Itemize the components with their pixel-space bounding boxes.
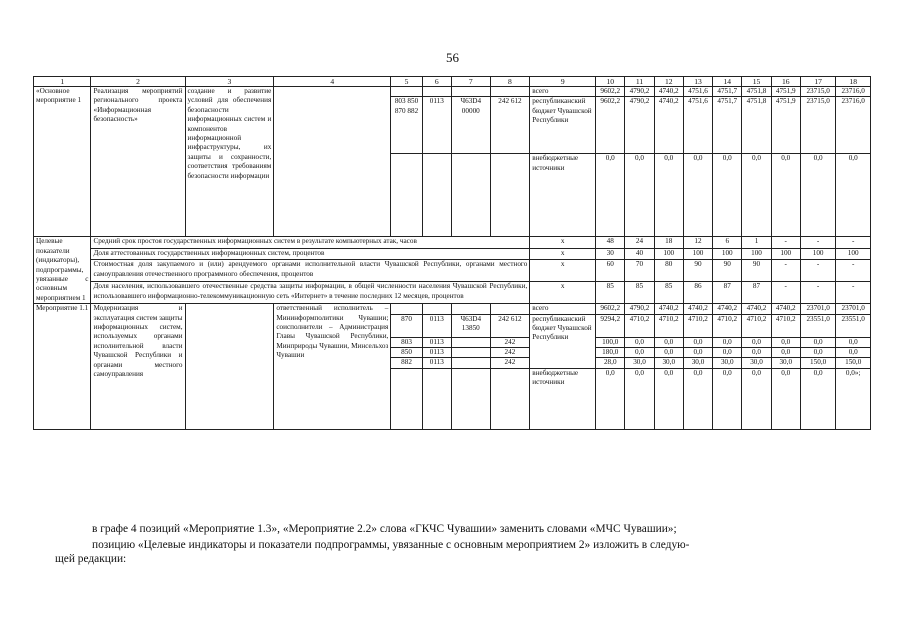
main-event-1-name: «Основное мероприятие 1 [34, 87, 91, 237]
event-1-1-sub-col11: 30,0 [625, 358, 654, 368]
event-1-1-sub-col14: 0,0 [713, 337, 742, 347]
indicator-col18: 100 [836, 248, 871, 260]
event-1-1-total-col17: 23701,0 [800, 304, 836, 314]
indicator-col17: - [800, 282, 836, 304]
event-1-1-name: Мероприятие 1.1 [34, 304, 91, 430]
main-event-1-executor [274, 87, 391, 237]
header-col-2: 2 [91, 77, 185, 87]
event-1-1-sub-grbs: 882 [391, 358, 422, 368]
main-event-1-resp-col15: 4751,8 [742, 97, 771, 154]
event-1-1-vne-col10: 0,0 [596, 368, 625, 429]
event-1-1-executor: ответственный исполнитель – Мининформполитики Чувашии; соисполнители – Администрация Главы Чувашской Республики, Минприроды Чувашии, Минсельхоз Чувашии [274, 304, 391, 430]
indicator-col15: 87 [742, 282, 771, 304]
header-col-8: 8 [490, 77, 530, 87]
indicator-text: Доля населения, использовавшего отечественные средства защиты информации, в общей численности населения Чувашской Республики, использовавшего информационно-телекоммуникационную сеть «Интернет» в течение последних 12 месяцев, процентов [91, 282, 530, 304]
event-1-1-sub-col16: 0,0 [771, 348, 800, 358]
main-event-1-vne-source: внебюджетные источники [530, 154, 596, 237]
header-col-6: 6 [422, 77, 451, 87]
indicator-x: x [530, 237, 596, 249]
indicator-col11: 70 [625, 260, 654, 282]
event-1-1-vne-col11: 0,0 [625, 368, 654, 429]
main-event-1-resp-col18: 23716,0 [836, 97, 871, 154]
main-event-1-total-col13: 4751,6 [683, 87, 712, 97]
indicator-row [34, 260, 871, 282]
main-event-1-resp-col14: 4751,7 [713, 97, 742, 154]
event-1-1-sub-col16: 30,0 [771, 358, 800, 368]
event-1-1-grbs [391, 304, 422, 314]
indicator-col18: - [836, 282, 871, 304]
indicator-col12: 18 [654, 237, 683, 249]
header-col-10: 10 [596, 77, 625, 87]
main-event-1-goal: создание и развитие условий для обеспечения безопасности информационных систем и компонентов информационной инфраструктуры, их защиты и сохранности, соответствия требованиям безопасности информации [185, 87, 274, 237]
event-1-1-vne-exptype [490, 368, 530, 429]
main-event-1-vne-grbs [391, 154, 422, 237]
header-col-3: 3 [185, 77, 274, 87]
main-event-1-section-code: 0113 [422, 97, 451, 154]
indicator-row [34, 237, 871, 249]
indicator-col16: - [771, 282, 800, 304]
header-col-1: 1 [34, 77, 91, 87]
indicator-col11: 40 [625, 248, 654, 260]
header-col-13: 13 [683, 77, 712, 87]
main-event-1-total-col12: 4740,2 [654, 87, 683, 97]
event-1-1-sub-exptype: 242 [490, 337, 530, 347]
indicator-col15: 1 [742, 237, 771, 249]
main-event-1-grbs-codes: 803 850 870 882 [391, 97, 422, 154]
event-1-1-vne-grbs [391, 368, 422, 429]
event-1-1-sub-grbs: 850 [391, 348, 422, 358]
event-1-1-sub-col18: 150,0 [836, 358, 871, 368]
main-event-1-vne-col13: 0,0 [683, 154, 712, 237]
event-1-1-total-col10: 9602,2 [596, 304, 625, 314]
event-1-1-sub-col12: 0,0 [654, 348, 683, 358]
amendment-line-1: в графе 4 позиций «Мероприятие 1.3», «Мероприятие 2.2» слова «ГКЧС Чувашии» заменить словами «МЧС Чувашии»; [92, 523, 677, 535]
indicator-col17: - [800, 237, 836, 249]
main-event-1-vne-col15: 0,0 [742, 154, 771, 237]
event-1-1-sub-target [451, 348, 490, 358]
event-1-1-total-row [34, 304, 871, 314]
main-event-1-vne-col11: 0,0 [625, 154, 654, 237]
main-event-1-resp-col12: 4740,2 [654, 97, 683, 154]
indicator-col13: 86 [683, 282, 712, 304]
event-1-1-resp-col13: 4710,2 [683, 314, 712, 337]
event-1-1-target-code: Ч63D4 13850 [451, 314, 490, 337]
indicator-col10: 85 [596, 282, 625, 304]
indicator-col13: 12 [683, 237, 712, 249]
main-event-1-exptype-codes: 242 612 [490, 97, 530, 154]
event-1-1-vne-col12: 0,0 [654, 368, 683, 429]
header-col-15: 15 [742, 77, 771, 87]
main-event-1-resp-col17: 23715,0 [800, 97, 836, 154]
event-1-1-total-col15: 4740,2 [742, 304, 771, 314]
header-row [34, 77, 871, 87]
event-1-1-sub-col11: 0,0 [625, 348, 654, 358]
event-1-1-resp-col16: 4710,2 [771, 314, 800, 337]
event-1-1-vne-source: внебюджетные источники [530, 368, 596, 429]
event-1-1-sub-col13: 30,0 [683, 358, 712, 368]
indicator-col11: 24 [625, 237, 654, 249]
main-event-1-total-col11: 4790,2 [625, 87, 654, 97]
event-1-1-resp-col11: 4710,2 [625, 314, 654, 337]
main-event-1-total-col14: 4751,7 [713, 87, 742, 97]
main-event-1-resp-col13: 4751,6 [683, 97, 712, 154]
indicator-col16: - [771, 237, 800, 249]
event-1-1-sub-col16: 0,0 [771, 337, 800, 347]
indicator-text: Средний срок простоя государственных информационных систем в результате компьютерных атак, часов [91, 237, 530, 249]
main-event-1-description: Реализация мероприятий регионального проекта «Информационная безопасность» [91, 87, 185, 237]
indicator-col14: 6 [713, 237, 742, 249]
event-1-1-resp-source: республиканский бюджет Чувашской Республики [530, 314, 596, 368]
main-event-1-vne-col10: 0,0 [596, 154, 625, 237]
indicator-col10: 48 [596, 237, 625, 249]
event-1-1-total-col18: 23701,0 [836, 304, 871, 314]
event-1-1-sub-col18: 0,0 [836, 348, 871, 358]
event-1-1-sub-col18: 0,0 [836, 337, 871, 347]
indicator-col16: 100 [771, 248, 800, 260]
event-1-1-total-col12: 4740,2 [654, 304, 683, 314]
main-event-1-vne-col16: 0,0 [771, 154, 800, 237]
indicator-x: x [530, 248, 596, 260]
header-col-18: 18 [836, 77, 871, 87]
event-1-1-resp-col14: 4710,2 [713, 314, 742, 337]
event-1-1-sub-grbs: 803 [391, 337, 422, 347]
main-event-1-vne-col18: 0,0 [836, 154, 871, 237]
event-1-1-sub-exptype: 242 [490, 358, 530, 368]
event-1-1-exptype-code: 242 612 [490, 314, 530, 337]
event-1-1-grbs-code: 870 [391, 314, 422, 337]
header-col-17: 17 [800, 77, 836, 87]
indicator-col18: - [836, 237, 871, 249]
main-event-1-vne-target [451, 154, 490, 237]
event-1-1-sub-col15: 0,0 [742, 337, 771, 347]
main-event-1-exptype [490, 87, 530, 97]
event-1-1-sub-col10: 28,0 [596, 358, 625, 368]
main-event-1-total-col18: 23716,0 [836, 87, 871, 97]
event-1-1-sub-col12: 0,0 [654, 337, 683, 347]
header-col-12: 12 [654, 77, 683, 87]
main-event-1-vne-col17: 0,0 [800, 154, 836, 237]
header-col-7: 7 [451, 77, 490, 87]
event-1-1-sub-section: 0113 [422, 337, 451, 347]
main-event-1-vne-exptype [490, 154, 530, 237]
page-number: 56 [446, 50, 459, 65]
indicator-col12: 100 [654, 248, 683, 260]
event-1-1-exptype [490, 304, 530, 314]
event-1-1-resp-col10: 9294,2 [596, 314, 625, 337]
event-1-1-sub-target [451, 358, 490, 368]
indicator-col11: 85 [625, 282, 654, 304]
header-col-11: 11 [625, 77, 654, 87]
indicator-col14: 87 [713, 282, 742, 304]
indicator-col13: 100 [683, 248, 712, 260]
indicator-col10: 30 [596, 248, 625, 260]
indicator-col12: 85 [654, 282, 683, 304]
indicators-label: Целевые показатели (индикаторы), подпрограммы, увязанные с основным мероприятием 1 [34, 237, 91, 304]
event-1-1-sub-exptype: 242 [490, 348, 530, 358]
main-event-1-section [422, 87, 451, 97]
main-event-1-target [451, 87, 490, 97]
indicator-x: x [530, 260, 596, 282]
main-event-1-source: всего [530, 87, 596, 97]
indicator-row [34, 248, 871, 260]
event-1-1-sub-col13: 0,0 [683, 337, 712, 347]
indicator-col14: 100 [713, 248, 742, 260]
event-1-1-sub-col14: 30,0 [713, 358, 742, 368]
header-col-5: 5 [391, 77, 422, 87]
event-1-1-total-col11: 4790,2 [625, 304, 654, 314]
event-1-1-vne-col17: 0,0 [800, 368, 836, 429]
header-col-4: 4 [274, 77, 391, 87]
indicator-x: x [530, 282, 596, 304]
header-col-9: 9 [530, 77, 596, 87]
event-1-1-sub-col12: 30,0 [654, 358, 683, 368]
main-event-1-resp-col16: 4751,9 [771, 97, 800, 154]
event-1-1-description: Модернизация и эксплуатация систем защиты информационных систем, используемых органами исполнительной власти Чувашской Республики и органами местного самоуправления [91, 304, 185, 430]
event-1-1-resp-col17: 23551,0 [800, 314, 836, 337]
main-event-1-vne-section [422, 154, 451, 237]
event-1-1-sub-section: 0113 [422, 348, 451, 358]
indicator-col15: 100 [742, 248, 771, 260]
main-event-1-vne-col12: 0,0 [654, 154, 683, 237]
event-1-1-target [451, 304, 490, 314]
event-1-1-vne-col15: 0,0 [742, 368, 771, 429]
header-col-16: 16 [771, 77, 800, 87]
event-1-1-vne-col13: 0,0 [683, 368, 712, 429]
indicator-col17: 100 [800, 248, 836, 260]
amendment-line-3: щей редакции: [55, 553, 127, 565]
main-event-1-resp-col10: 9602,2 [596, 97, 625, 154]
event-1-1-total-col14: 4740,2 [713, 304, 742, 314]
event-1-1-vne-col18: 0,0»; [836, 368, 871, 429]
event-1-1-total-source: всего [530, 304, 596, 314]
main-event-1-grbs [391, 87, 422, 97]
main-event-1-total-col15: 4751,8 [742, 87, 771, 97]
amendment-line-2: позицию «Целевые индикаторы и показатели подпрограммы, увязанные с основным мероприятием 2» изложить в следую- [92, 539, 690, 551]
event-1-1-resp-col12: 4710,2 [654, 314, 683, 337]
indicator-text: Стоимостная доля закупаемого и (или) арендуемого органами исполнительной власти Чувашской Республики, органами местного самоуправления отечественного программного обеспечения, процентов [91, 260, 530, 282]
main-event-1-resp-col11: 4790,2 [625, 97, 654, 154]
indicator-text: Доля аттестованных государственных информационных систем, процентов [91, 248, 530, 260]
indicator-row [34, 282, 871, 304]
event-1-1-section-code: 0113 [422, 314, 451, 337]
event-1-1-sub-col10: 180,0 [596, 348, 625, 358]
event-1-1-vne-col16: 0,0 [771, 368, 800, 429]
header-col-14: 14 [713, 77, 742, 87]
event-1-1-sub-section: 0113 [422, 358, 451, 368]
event-1-1-resp-col18: 23551,0 [836, 314, 871, 337]
event-1-1-section [422, 304, 451, 314]
event-1-1-goal [185, 304, 274, 430]
main-event-1-total-row [34, 87, 871, 97]
main-event-1-vne-col14: 0,0 [713, 154, 742, 237]
event-1-1-sub-col10: 100,0 [596, 337, 625, 347]
main-event-1-resp-source: республиканский бюджет Чувашской Республики [530, 97, 596, 154]
event-1-1-sub-col14: 0,0 [713, 348, 742, 358]
main-event-1-total-col17: 23715,0 [800, 87, 836, 97]
event-1-1-vne-target [451, 368, 490, 429]
event-1-1-total-col16: 4740,2 [771, 304, 800, 314]
event-1-1-vne-col14: 0,0 [713, 368, 742, 429]
event-1-1-sub-col15: 0,0 [742, 348, 771, 358]
event-1-1-total-col13: 4740,2 [683, 304, 712, 314]
indicator-col14: 90 [713, 260, 742, 282]
main-event-1-total-col10: 9602,2 [596, 87, 625, 97]
event-1-1-sub-col17: 0,0 [800, 348, 836, 358]
event-1-1-sub-col17: 0,0 [800, 337, 836, 347]
event-1-1-sub-col13: 0,0 [683, 348, 712, 358]
event-1-1-sub-target [451, 337, 490, 347]
indicator-col13: 90 [683, 260, 712, 282]
indicator-col10: 60 [596, 260, 625, 282]
event-1-1-vne-section [422, 368, 451, 429]
main-event-1-total-col16: 4751,9 [771, 87, 800, 97]
indicator-col12: 80 [654, 260, 683, 282]
budget-table [33, 76, 871, 430]
event-1-1-resp-col15: 4710,2 [742, 314, 771, 337]
event-1-1-sub-col17: 150,0 [800, 358, 836, 368]
indicator-col16: - [771, 260, 800, 282]
main-event-1-target-code: Ч63D4 00000 [451, 97, 490, 154]
indicator-col18: - [836, 260, 871, 282]
event-1-1-sub-col11: 0,0 [625, 337, 654, 347]
indicator-col17: - [800, 260, 836, 282]
event-1-1-sub-col15: 30,0 [742, 358, 771, 368]
indicator-col15: 90 [742, 260, 771, 282]
